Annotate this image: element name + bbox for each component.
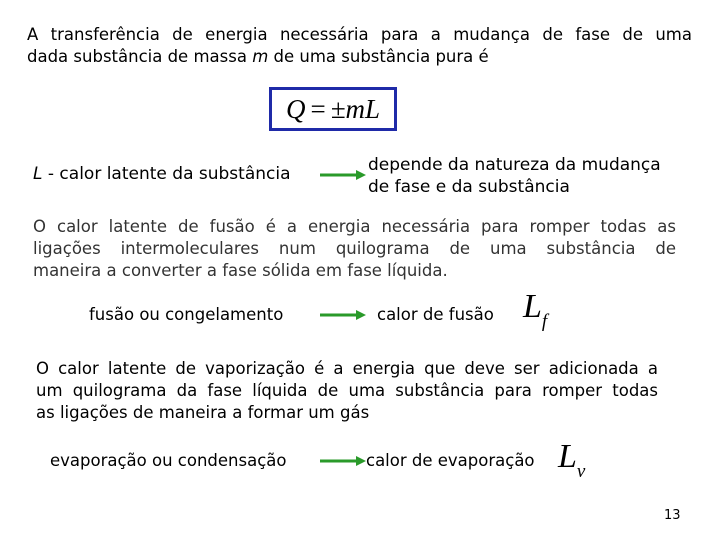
vaporization-definition-line-2: um quilograma da fase líquida de uma substância para romper todas — [36, 381, 658, 400]
latent-heat-symbol: L — [33, 164, 43, 184]
intro-line-2-end: de uma substância pura é — [268, 47, 489, 66]
formula-rhs: ±mL — [330, 93, 381, 124]
fusion-symbol-main: L — [523, 288, 542, 325]
depends-line-2: de fase e da substância — [368, 177, 570, 197]
latent-heat-text: - calor latente da substância — [42, 164, 291, 184]
arrow-icon — [318, 454, 368, 468]
arrow-icon — [318, 168, 368, 182]
fusion-heat-label: calor de fusão — [377, 305, 494, 324]
vaporization-heat-label: calor de evaporação — [366, 451, 535, 470]
intro-paragraph — [27, 24, 692, 68]
vaporization-latent-symbol — [558, 438, 585, 481]
mass-variable: m — [252, 47, 269, 66]
intro-line-2 — [27, 46, 692, 68]
fusion-definition-line-2: ligações intermoleculares num quilograma de uma substância de — [33, 239, 676, 258]
formula-lhs: Q — [285, 93, 306, 124]
latent-heat-label — [33, 164, 291, 184]
depends-line-1: depende da natureza da mudança — [368, 155, 661, 175]
fusion-definition-line-1: O calor latente de fusão é a energia necessária para romper todas as — [33, 217, 676, 236]
vaporization-definition — [36, 358, 658, 424]
formula-box — [269, 87, 397, 131]
vaporization-symbol-main: L — [558, 438, 577, 475]
fusion-definition-line-3: maneira a converter a fase sólida em fase líquida. — [33, 261, 448, 280]
fusion-process-label: fusão ou congelamento — [89, 305, 284, 324]
fusion-latent-symbol — [523, 288, 547, 331]
vaporization-definition-line-1: O calor latente de vaporização é a energia que deve ser adicionada a — [36, 359, 658, 378]
fusion-definition — [33, 216, 676, 282]
page-number: 13 — [664, 508, 681, 523]
formula-equals: = — [310, 93, 326, 124]
vaporization-symbol-sub: v — [576, 460, 586, 482]
vaporization-definition-line-3: as ligações de maneira a formar um gás — [36, 403, 370, 422]
intro-line-1: A transferência de energia necessária para a mudança de fase de uma — [27, 25, 692, 44]
vaporization-process-label: evaporação ou condensação — [50, 451, 287, 470]
arrow-icon — [318, 308, 368, 322]
depends-text — [368, 154, 688, 198]
intro-line-2-start: dada substância de massa — [27, 47, 253, 66]
fusion-symbol-sub: f — [541, 310, 548, 332]
